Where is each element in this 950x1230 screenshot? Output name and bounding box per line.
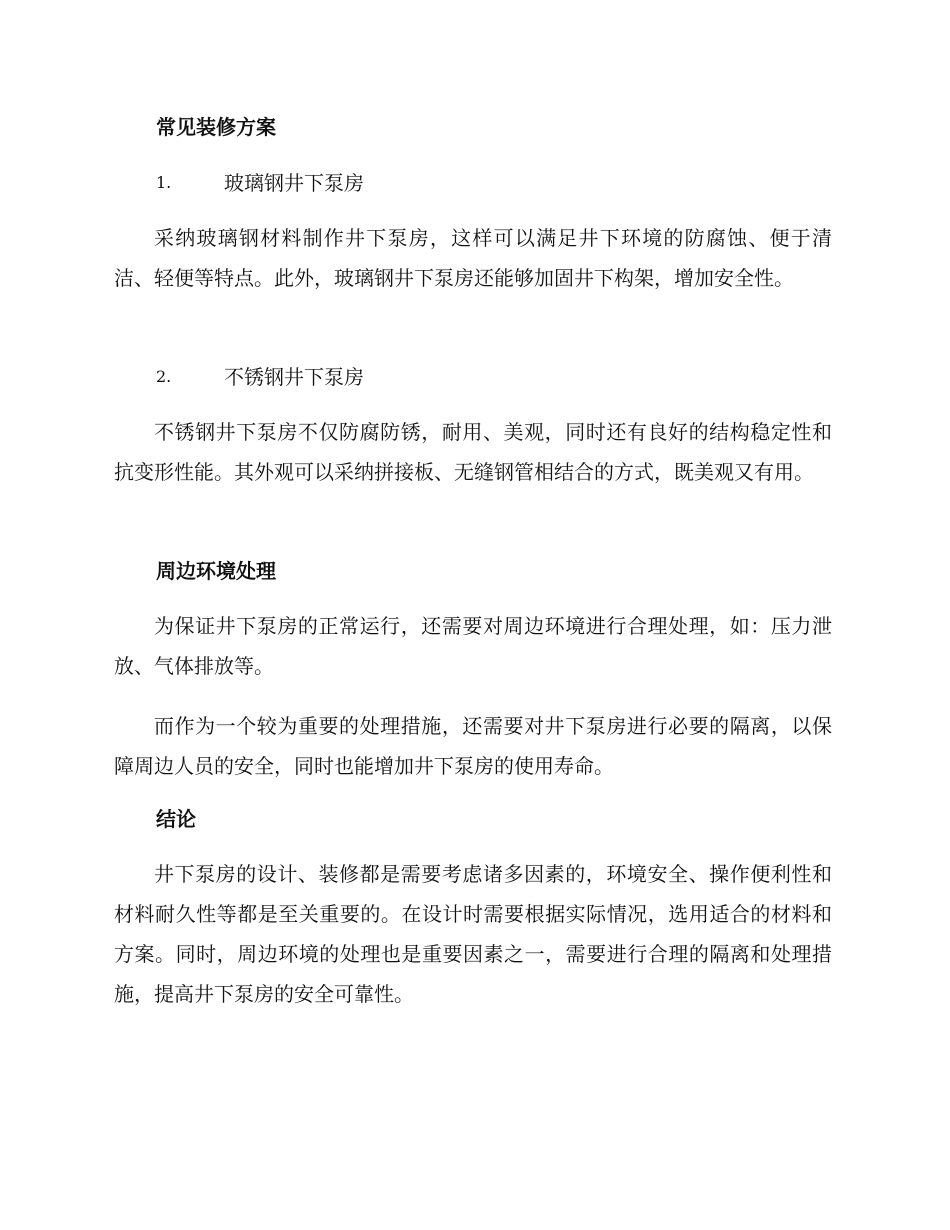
section-heading-decoration-plans: 常见装修方案: [156, 115, 276, 139]
paragraph-frp-description: 采纳玻璃钢材料制作井下泵房，这样可以满足井下环境的防腐蚀、便于清洁、轻便等特点。此外，玻璃钢井下泵房还能够加固井下构架，增加安全性。: [114, 226, 832, 290]
paragraph-environment-2: 而作为一个较为重要的处理措施，还需要对井下泵房进行必要的隔离，以保障周边人员的安全，同时也能增加井下泵房的使用寿命。: [114, 714, 832, 778]
list-item-title: 玻璃钢井下泵房: [224, 171, 364, 195]
paragraph-environment-1: 为保证井下泵房的正常运行，还需要对周边环境进行合理处理，如：压力泄放、气体排放等。: [114, 614, 832, 678]
list-number: 2.: [156, 367, 172, 386]
list-number: 1.: [156, 173, 172, 192]
list-item-frp-pump-room: [156, 168, 756, 198]
section-heading-conclusion: 结论: [156, 807, 196, 831]
list-item-title: 不锈钢井下泵房: [224, 365, 364, 389]
section-heading-environment: 周边环境处理: [156, 559, 276, 583]
paragraph-conclusion: 井下泵房的设计、装修都是需要考虑诸多因素的，环境安全、操作便利性和材料耐久性等都是至关重要的。在设计时需要根据实际情况，选用适合的材料和方案。同时，周边环境的处理也是重要因素之一，需要进行合理的隔离和处理措施，提高井下泵房的安全可靠性。: [114, 862, 832, 1006]
list-item-stainless-pump-room: [156, 362, 756, 392]
paragraph-stainless-description: 不锈钢井下泵房不仅防腐防锈，耐用、美观，同时还有良好的结构稳定性和抗变形性能。其外观可以采纳拼接板、无缝钢管相结合的方式，既美观又有用。: [114, 420, 832, 484]
